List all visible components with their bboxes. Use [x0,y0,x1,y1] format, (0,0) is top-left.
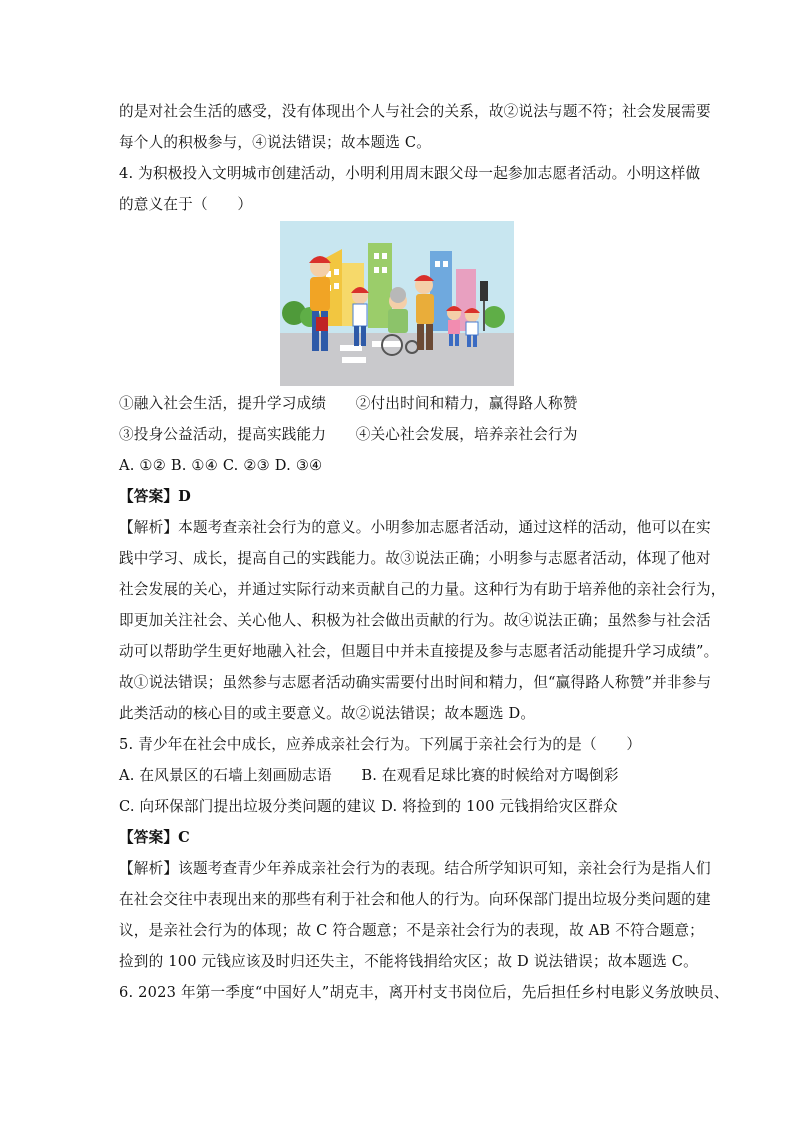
answer-label: 【答案】D [119,488,192,505]
analysis-line: 动可以帮助学生更好地融入社会，但题目中并未直接提及参与志愿者活动能提升学习成绩”。 [119,643,719,660]
analysis-line: 此类活动的核心目的或主要意义。故②说法错误；故本题选 D。 [119,705,536,722]
analysis-line: 即更加关注社会、关心他人、积极为社会做出贡献的行为。故④说法正确；虽然参与社会活 [119,612,711,629]
option-line-2: ③投身公益活动，提高实践能力 ④关心社会发展，培养亲社会行为 [119,426,578,443]
question-5-stem: 5. 青少年在社会中成长，应养成亲社会行为。下列属于亲社会行为的是（ ） [119,736,642,753]
analysis-line: 议，是亲社会行为的体现；故 C 符合题意；不是亲社会行为的表现，故 AB 不符合题意； [119,922,704,939]
analysis-line: 【解析】该题考查青少年养成亲社会行为的表现。结合所学知识可知，亲社会行为是指人们 [119,860,711,877]
question-5-options: C. 向环保部门提出垃圾分类问题的建议 D. 将捡到的 100 元钱捐给灾区群众 [119,798,618,815]
text-line: 的是对社会生活的感受，没有体现出个人与社会的关系，故②说法与题不符；社会发展需要 [119,103,711,120]
text-line: 每个人的积极参与，④说法错误；故本题选 C。 [119,134,432,151]
option-line-1: ①融入社会生活，提升学习成绩 ②付出时间和精力，赢得路人称赞 [119,395,578,412]
analysis-line: 在社会交往中表现出来的那些有利于社会和他人的行为。向环保部门提出垃圾分类问题的建 [119,891,711,908]
question-6-stem: 6. 2023 年第一季度“中国好人”胡克丰，离开村支书岗位后，先后担任乡村电影义务放映员、 [119,984,729,1001]
analysis-line: 捡到的 100 元钱应该及时归还失主，不能将钱捐给灾区；故 D 说法错误；故本题选 C。 [119,953,698,970]
analysis-line: 社会发展的关心，并通过实际行动来贡献自己的力量。这种行为有助于培养他的亲社会行为， [119,581,726,598]
question-5-options: A. 在风景区的石墙上刻画励志语 B. 在观看足球比赛的时候给对方喝倒彩 [119,767,619,784]
volunteer-illustration [280,221,514,386]
answer-label: 【答案】C [119,829,190,846]
answer-choices: A. ①② B. ①④ C. ②③ D. ③④ [119,457,323,474]
question-4-stem: 的意义在于（ ） [119,196,253,213]
analysis-line: 故①说法错误；虽然参与志愿者活动确实需要付出时间和精力，但“赢得路人称赞”并非参与 [119,674,712,691]
question-4-stem: 4. 为积极投入文明城市创建活动，小明利用周末跟父母一起参加志愿者活动。小明这样做 [119,165,701,182]
analysis-line: 【解析】本题考查亲社会行为的意义。小明参加志愿者活动，通过这样的活动，他可以在实 [119,519,711,536]
analysis-line: 践中学习、成长，提高自己的实践能力。故③说法正确；小明参与志愿者活动，体现了他对 [119,550,711,567]
